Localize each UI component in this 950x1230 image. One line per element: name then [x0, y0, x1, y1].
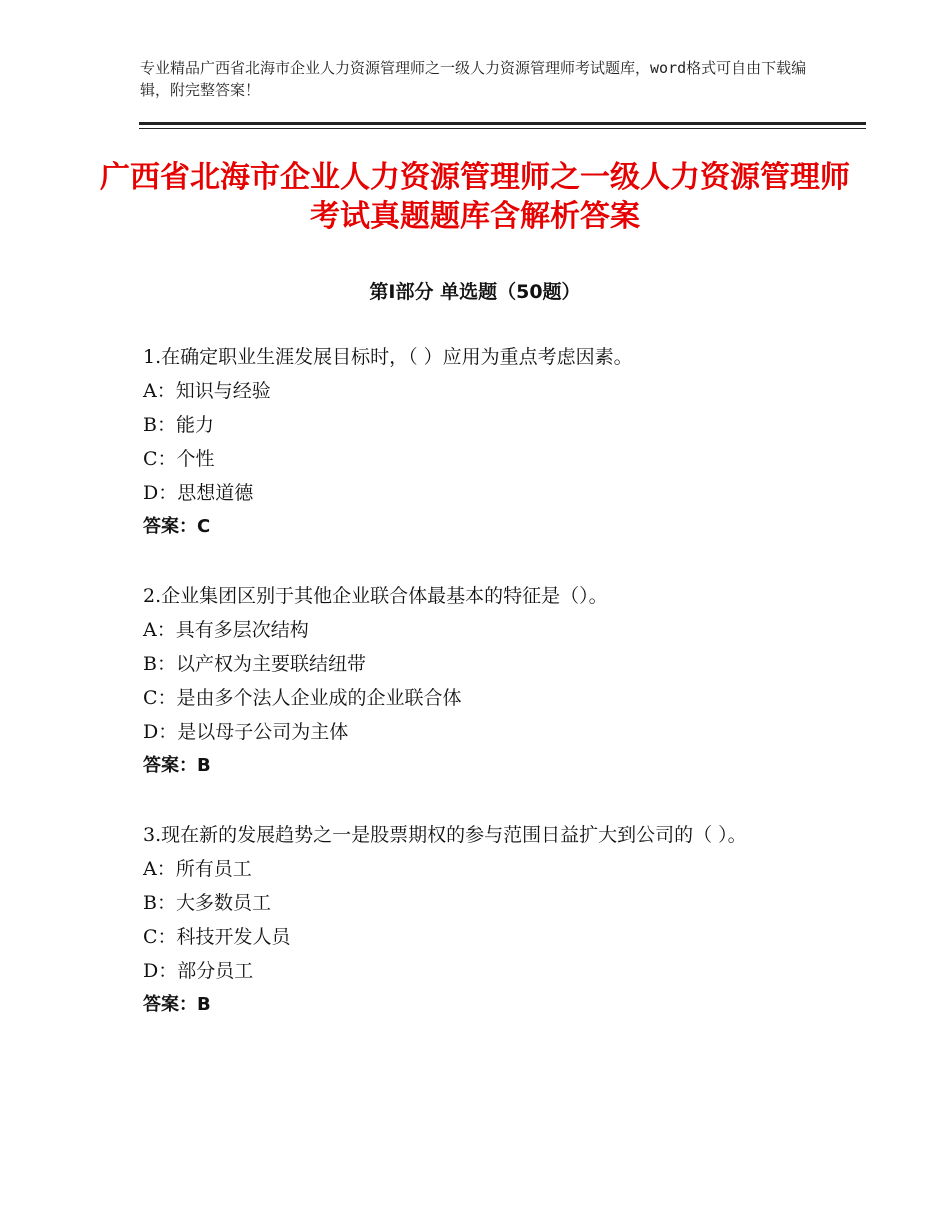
- question-1: [143, 340, 833, 544]
- header-rule-thin: [139, 128, 866, 129]
- answer: 答案：C: [143, 516, 211, 537]
- header-note: 专业精品广西省北海市企业人力资源管理师之一级人力资源管理师考试题库，word格式可自由下载编辑，附完整答案！: [140, 59, 807, 99]
- answer: 答案：B: [143, 755, 211, 776]
- document-title: 广西省北海市企业人力资源管理师之一级人力资源管理师考试真题题库含解析答案: [100, 160, 850, 234]
- answer: 答案：B: [143, 994, 211, 1015]
- section-title: 第Ⅰ部分 单选题（50题）: [369, 281, 581, 303]
- header-rule-thick: [139, 122, 866, 125]
- question-text: 2.企业集团区别于其他企业联合体最基本的特征是（）。: [143, 585, 608, 607]
- question-3: [143, 818, 783, 1022]
- question-text: 1.在确定职业生涯发展目标时，（ ）应用为重点考虑因素。: [143, 346, 633, 368]
- option-b: B：以产权为主要联结纽带: [143, 653, 366, 675]
- option-d: D：思想道德: [143, 482, 254, 504]
- question-text: 3.现在新的发展趋势之一是股票期权的参与范围日益扩大到公司的（ ）。: [143, 824, 747, 846]
- option-a: A：具有多层次结构: [143, 619, 309, 641]
- option-a: A：所有员工: [143, 858, 252, 880]
- option-a: A：知识与经验: [143, 380, 271, 402]
- option-c: C：个性: [143, 448, 215, 470]
- option-c: C：科技开发人员: [143, 926, 291, 948]
- option-b: B：能力: [143, 414, 214, 436]
- question-2: [143, 579, 833, 783]
- option-b: B：大多数员工: [143, 892, 271, 914]
- option-c: C：是由多个法人企业成的企业联合体: [143, 687, 462, 709]
- option-d: D：是以母子公司为主体: [143, 721, 349, 743]
- option-d: D：部分员工: [143, 960, 254, 982]
